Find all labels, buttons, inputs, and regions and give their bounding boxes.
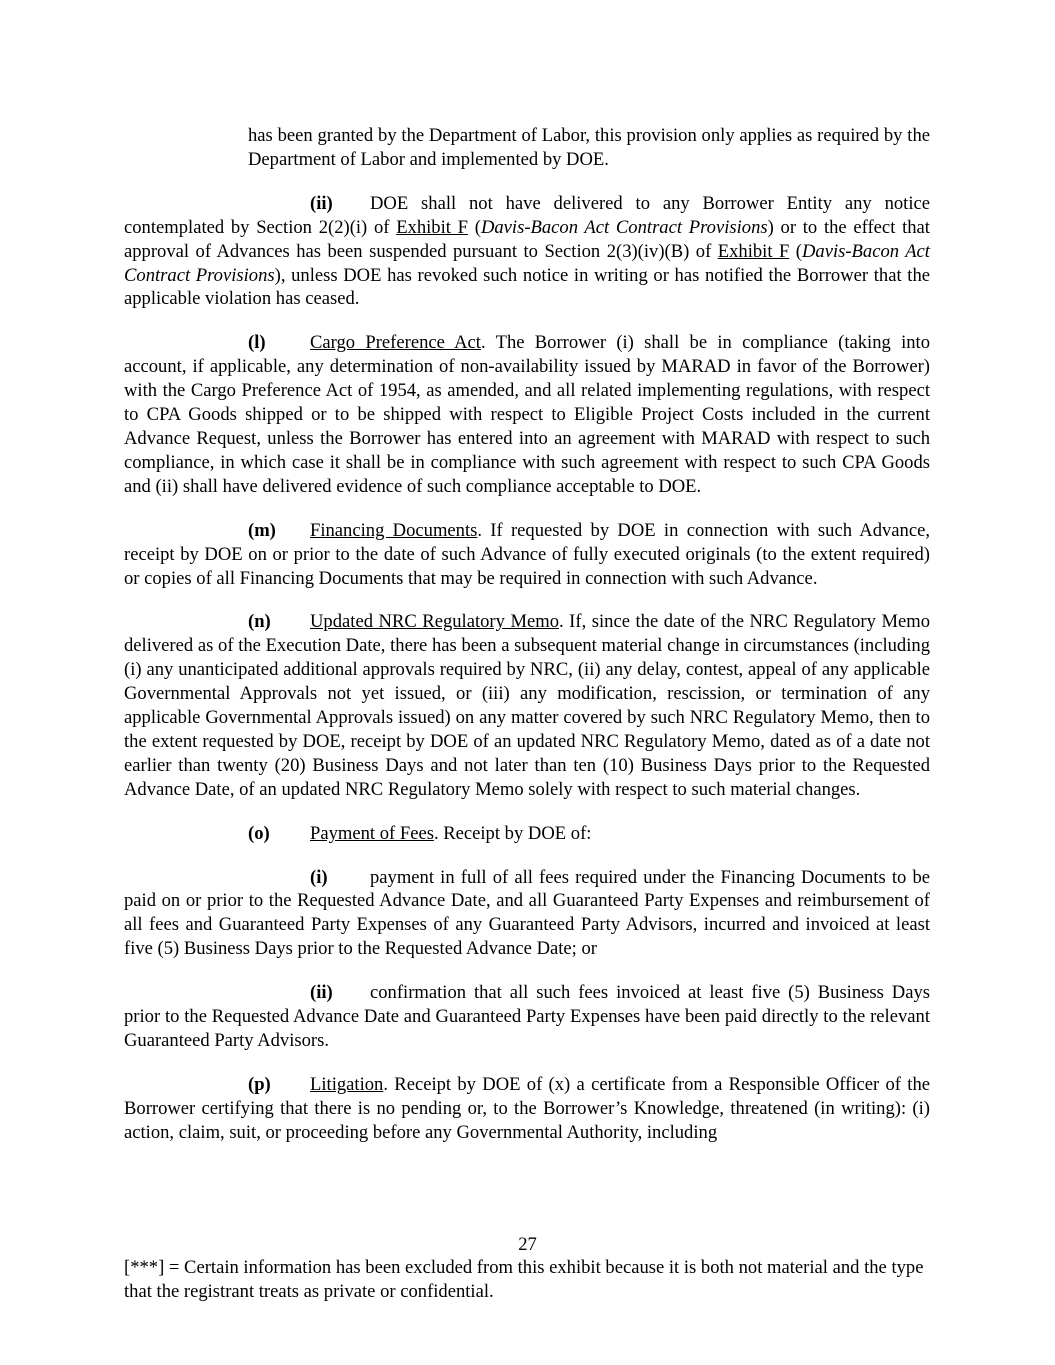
paragraph-l-cargo-preference	[124, 331, 930, 498]
clause-heading: Updated NRC Regulatory Memo	[310, 611, 559, 633]
exhibit-f-reference: Exhibit F	[396, 216, 469, 238]
clause-number: (ii)	[310, 982, 333, 1004]
clause-number: (m)	[248, 519, 276, 541]
paragraph-o-ii	[124, 981, 930, 1053]
clause-text: ), unless DOE has revoked such notice in writing or has notified the Borrower that the applicable violation has ceased.	[124, 264, 930, 310]
clause-text: . If, since the date of the NRC Regulatory Memo delivered as of the Execution Date, there has been a subsequent material change in circumstances (including (i) any unanticipated additional approvals required by NRC, (ii) any delay, contest, appeal of any applicable Governmental Approvals not yet issued, or (iii) any modification, rescission, or termination of any applicable Governmental Approvals issued) on any matter covered by such NRC Regulatory Memo, then to the extent requested by DOE, receipt by DOE of an updated NRC Regulatory Memo, dated as of a date not earlier than twenty (20) Business Days and not later than ten (10) Business Days prior to the Requested Advance Date, of an updated NRC Regulatory Memo solely with respect to such material changes.	[124, 611, 930, 800]
clause-heading: Cargo Preference Act	[310, 332, 481, 354]
paragraph-ii-davis-bacon	[124, 192, 930, 312]
clause-text: (	[789, 240, 802, 262]
paragraph-o-i	[124, 866, 930, 962]
clause-number: (o)	[248, 822, 270, 844]
page-number: 27	[518, 1234, 537, 1255]
clause-text: (	[468, 216, 481, 238]
exhibit-f-reference: Exhibit F	[717, 240, 790, 262]
document-page	[124, 124, 930, 1165]
clause-heading: Litigation	[310, 1073, 384, 1095]
italic-title: Davis-Bacon Act Contract Provisions	[480, 216, 768, 238]
clause-text: . The Borrower (i) shall be in compliance (taking into account, if applicable, any determination of non-availability issued by MARAD in favor of the Borrower) with the Cargo Preference Act of 1954, as amended, and all related implementing regulations, with respect to CPA Goods shipped or to be shipped with respect to Eligible Project Costs included in the current Advance Request, unless the Borrower has entered into an agreement with MARAD with respect to such compliance, in which case it shall be in compliance with such agreement with respect to such CPA Goods and (ii) shall have delivered evidence of such compliance acceptable to DOE.	[124, 332, 931, 497]
clause-text: . Receipt by DOE of:	[433, 822, 592, 844]
clause-text: DOE shall not have delivered to any Borrower Entity any notice contemplated by Section 2(2)(i) of	[124, 192, 930, 238]
clause-text: payment in full of all fees required under the Financing Documents to be paid on or prior to the Requested Advance Date, and all Guaranteed Party Expenses and reimbursement of all fees and Guaranteed Party Expenses of any Guaranteed Party Advisors, incurred and invoiced at least five (5) Business Days prior to the Requested Advance Date; or	[124, 866, 930, 960]
continued-paragraph: has been granted by the Department of Labor, this provision only applies as required by the Department of Labor and implemented by DOE.	[248, 125, 930, 170]
clause-text: . Receipt by DOE of (x) a certificate from a Responsible Officer of the Borrower certifying that there is no pending or, to the Borrower’s Knowledge, threatened (in writing): (i) action, claim, suit, or proceeding before any Governmental Authority, including	[124, 1073, 930, 1143]
clause-number: (p)	[248, 1073, 271, 1095]
clause-heading: Financing Documents	[310, 519, 478, 541]
clause-text: confirmation that all such fees invoiced at least five (5) Business Days prior to the Requested Advance Date and Guaranteed Party Expenses have been paid directly to the relevant Guaranteed Party Advisors.	[124, 982, 930, 1051]
paragraph-p-litigation	[124, 1073, 930, 1145]
clause-number: (l)	[248, 332, 266, 354]
clause-number: (n)	[248, 611, 271, 633]
clause-text: ) or to the effect that approval of Advances has been suspended pursuant to Section 2(3)(iv)(B) of	[124, 216, 930, 262]
paragraph-m-financing-documents	[124, 519, 930, 591]
clause-heading: Payment of Fees	[310, 822, 434, 844]
italic-title: Davis-Bacon Act Contract Provisions	[124, 240, 930, 286]
paragraph-n-nrc-memo	[124, 610, 930, 801]
clause-number: (i)	[310, 866, 328, 888]
paragraph-o-payment-of-fees	[124, 822, 930, 846]
clause-number: (ii)	[310, 192, 333, 214]
confidentiality-footnote: [***] = Certain information has been excluded from this exhibit because it is both not material and the type that the registrant treats as private or confidential.	[124, 1257, 924, 1302]
clause-text: . If requested by DOE in connection with such Advance, receipt by DOE on or prior to the date of such Advance of fully executed originals (to the extent required) or copies of all Financing Documents that may be required in connection with such Advance.	[124, 519, 931, 589]
